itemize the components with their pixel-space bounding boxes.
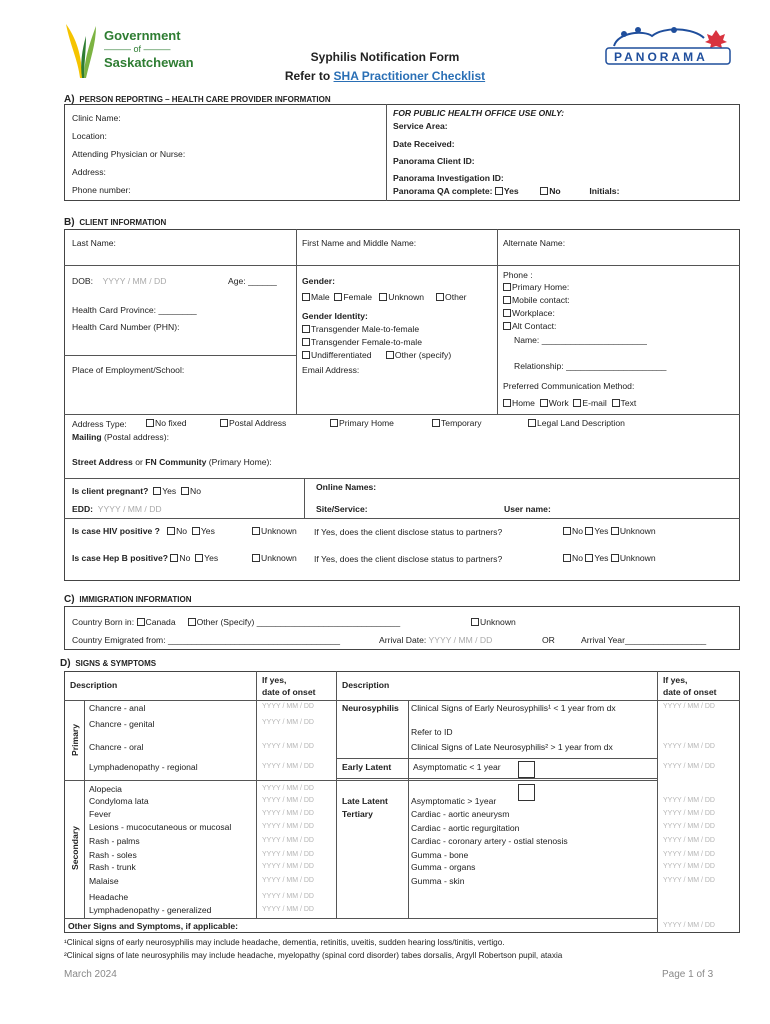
tertiary-item: Gumma - bone	[411, 850, 469, 860]
qa-complete-row: Panorama QA complete: Yes No Initials:	[393, 186, 620, 196]
trans-mf-option: Transgender Male-to-female	[302, 324, 419, 334]
symptom-item: Lymphadenopathy - generalized	[89, 905, 212, 915]
hepb-yes-checkbox[interactable]	[195, 554, 203, 562]
symptom-item: Malaise	[89, 876, 119, 886]
symptom-item: Fever	[89, 809, 111, 819]
legal-land-checkbox[interactable]	[528, 419, 536, 427]
page-number: Page 1 of 3	[662, 969, 714, 980]
onset-header-left: If yes, date of onset	[262, 675, 316, 697]
desc-header-right: Description	[342, 680, 390, 690]
arrival-year-field[interactable]: Arrival Year_________________	[581, 635, 707, 645]
trans-mf-checkbox[interactable]	[302, 325, 310, 333]
footer-date: March 2024	[64, 969, 117, 980]
onset-date-input[interactable]: YYYY / MM / DD	[663, 851, 715, 858]
comm-home-checkbox[interactable]	[503, 399, 511, 407]
symptom-item: Alopecia	[89, 784, 122, 794]
hepb-disclose-unknown-checkbox[interactable]	[611, 554, 619, 562]
addr-primary-home-checkbox[interactable]	[330, 419, 338, 427]
tertiary-item: Gumma - organs	[411, 862, 476, 872]
gov-line3: Saskatchewan	[104, 55, 194, 70]
asym-gt-item: Asymptomatic > 1year	[411, 796, 497, 806]
onset-date-input[interactable]: YYYY / MM / DD	[262, 785, 314, 792]
country-born-row: Country Born in: Canada Other (Specify) ______________________________	[72, 617, 401, 627]
location-field[interactable]: Location:	[72, 131, 107, 141]
street-address-field[interactable]: Street Address or FN Community (Primary Home):	[72, 457, 272, 467]
late-latent-label: Late Latent	[342, 796, 388, 806]
pregnant-no-checkbox[interactable]	[181, 487, 189, 495]
postal-option: Postal Address	[220, 418, 286, 428]
hepb-no-checkbox[interactable]	[170, 554, 178, 562]
section-a-heading: A) PERSON REPORTING – HEALTH CARE PROVIDER INFORMATION	[64, 94, 331, 105]
postal-checkbox[interactable]	[220, 419, 228, 427]
onset-date-input[interactable]: YYYY / MM / DD	[663, 837, 715, 844]
hepb-unknown-checkbox[interactable]	[252, 554, 260, 562]
address-type-label: Address Type:	[72, 419, 127, 429]
canada-checkbox[interactable]	[137, 618, 145, 626]
qa-yes-checkbox[interactable]	[495, 187, 503, 195]
female-checkbox[interactable]	[334, 293, 342, 301]
age-field[interactable]: Age: ______	[228, 276, 277, 286]
gov-line1: Government	[104, 28, 181, 43]
hepb-unknown-option: Unknown	[252, 553, 297, 563]
symptom-item: Chancre - anal	[89, 703, 146, 713]
footnote-1: ¹Clinical signs of early neurosyphilis may include headache, dementia, retinitis, uveitis, sudden hearing loss/tinitis, vertigo.	[64, 938, 505, 947]
temporary-option: Temporary	[432, 418, 482, 428]
page-title: Syphilis Notification Form	[310, 50, 460, 64]
hiv-disclose-options: No Yes Unknown	[563, 526, 656, 536]
hepb-disclose-yes-checkbox[interactable]	[585, 554, 593, 562]
employment-field[interactable]: Place of Employment/School:	[72, 365, 185, 375]
service-area-field[interactable]: Service Area:	[393, 121, 448, 131]
onset-date-input[interactable]: YYYY / MM / DD	[663, 823, 715, 830]
hiv-yes-checkbox[interactable]	[192, 527, 200, 535]
hiv-row: Is case HIV positive ? No Yes	[72, 526, 215, 536]
onset-date-input[interactable]: YYYY / MM / DD	[663, 922, 715, 929]
refer-id-item: Refer to ID	[411, 727, 453, 737]
username-field[interactable]: User name:	[504, 504, 551, 514]
qa-no-checkbox[interactable]	[540, 187, 548, 195]
hepb-disclose-label: If Yes, does the client disclose status to partners?	[314, 554, 503, 564]
symptom-item: Rash - palms	[89, 836, 140, 846]
address-field[interactable]: Address:	[72, 167, 106, 177]
addr-primary-home-option: Primary Home	[330, 418, 394, 428]
symptom-item: Lymphadenopathy - regional	[89, 762, 198, 772]
symptom-item: Lesions - mucocutaneous or mucosal	[89, 822, 232, 832]
online-names-field[interactable]: Online Names:	[316, 482, 377, 492]
asym-lt-item: Asymptomatic < 1 year	[413, 762, 501, 772]
neurosyphilis-label: Neurosyphilis	[342, 703, 399, 713]
gender-options: Male Female Unknown Other	[302, 292, 467, 302]
tertiary-item: Cardiac - coronary artery - ostial stenosis	[411, 836, 568, 846]
relationship-field[interactable]: Relationship: _____________________	[514, 361, 667, 371]
hiv-disclose-no-checkbox[interactable]	[563, 527, 571, 535]
hiv-disclose-unknown-checkbox[interactable]	[611, 527, 619, 535]
gender-unknown-checkbox[interactable]	[379, 293, 387, 301]
onset-header-right: If yes, date of onset	[663, 675, 717, 697]
tertiary-item: Cardiac - aortic aneurysm	[411, 809, 510, 819]
mobile-option: Mobile contact:	[503, 295, 570, 305]
section-b-heading: B) CLIENT INFORMATION	[64, 217, 167, 228]
pref-comm-label: Preferred Communication Method:	[503, 381, 635, 391]
onset-date-input[interactable]: YYYY / MM / DD	[262, 823, 314, 830]
no-fixed-checkbox[interactable]	[146, 419, 154, 427]
hiv-unknown-checkbox[interactable]	[252, 527, 260, 535]
primary-home-option: Primary Home:	[503, 282, 569, 292]
section-d-heading: D) SIGNS & SYMPTOMS	[60, 658, 157, 669]
born-unknown-option: Unknown	[471, 617, 516, 627]
checklist-link[interactable]: SHA Practitioner Checklist	[333, 69, 486, 83]
hiv-no-checkbox[interactable]	[167, 527, 175, 535]
page-subtitle: Refer to SHA Practitioner Checklist	[284, 69, 486, 83]
onset-date-input[interactable]: YYYY / MM / DD	[663, 743, 715, 750]
hiv-disclose-label: If Yes, does the client disclose status to partners?	[314, 527, 503, 537]
tertiary-item: Cardiac - aortic regurgitation	[411, 823, 520, 833]
gi-other-checkbox[interactable]	[386, 351, 394, 359]
trans-fm-option: Transgender Female-to-male	[302, 337, 422, 347]
date-received-field[interactable]: Date Received:	[393, 139, 455, 149]
onset-date-input[interactable]: YYYY / MM / DD	[262, 863, 314, 870]
born-other-checkbox[interactable]	[188, 618, 196, 626]
alt-contact-name-field[interactable]: Name: ______________________	[514, 335, 647, 345]
hepb-row: Is case Hep B positive? No Yes	[72, 553, 219, 563]
primary-home-checkbox[interactable]	[503, 283, 511, 291]
onset-date-input[interactable]: YYYY / MM / DD	[663, 863, 715, 870]
onset-date-input[interactable]: YYYY / MM / DD	[663, 763, 715, 770]
onset-date-input[interactable]: YYYY / MM / DD	[262, 877, 314, 884]
hepb-disclose-no-checkbox[interactable]	[563, 554, 571, 562]
onset-date-input[interactable]: YYYY / MM / DD	[262, 703, 314, 710]
alt-contact-option: Alt Contact:	[503, 321, 556, 331]
country-emigrated-field[interactable]: Country Emigrated from: ____________________________________	[72, 635, 341, 645]
office-use-title: FOR PUBLIC HEALTH OFFICE USE ONLY:	[393, 108, 565, 118]
onset-date-input[interactable]: YYYY / MM / DD	[262, 719, 314, 726]
hc-province-field[interactable]: Health Card Province: ________	[72, 305, 197, 315]
onset-date-input[interactable]: YYYY / MM / DD	[262, 763, 314, 770]
symptoms-table	[64, 671, 740, 933]
onset-date-input[interactable]: YYYY / MM / DD	[262, 810, 314, 817]
site-service-field[interactable]: Site/Service:	[316, 504, 368, 514]
early-latent-checkbox[interactable]	[518, 761, 535, 778]
late-latent-checkbox[interactable]	[518, 784, 535, 801]
investigation-id-field[interactable]: Panorama Investigation ID:	[393, 173, 504, 183]
symptom-item: Headache	[89, 892, 129, 902]
workplace-option: Workplace:	[503, 308, 555, 318]
client-id-field[interactable]: Panorama Client ID:	[393, 156, 475, 166]
onset-date-input[interactable]: YYYY / MM / DD	[663, 877, 715, 884]
onset-date-input[interactable]: YYYY / MM / DD	[663, 703, 715, 710]
alt-contact-checkbox[interactable]	[503, 322, 511, 330]
other-signs-field[interactable]: Other Signs and Symptoms, if applicable:	[68, 921, 238, 931]
phone-number-field[interactable]: Phone number:	[72, 185, 131, 195]
gov-line2: ——— of ———	[104, 44, 171, 54]
dob-field[interactable]: DOB: YYYY / MM / DD	[72, 276, 167, 286]
last-name-field[interactable]: Last Name:	[72, 238, 116, 248]
onset-date-input[interactable]: YYYY / MM / DD	[262, 906, 314, 913]
onset-date-input[interactable]: YYYY / MM / DD	[262, 837, 314, 844]
clinic-name-field[interactable]: Clinic Name:	[72, 113, 121, 123]
edd-field[interactable]: EDD: YYYY / MM / DD	[72, 504, 162, 514]
gender-label: Gender:	[302, 276, 335, 286]
onset-date-input[interactable]: YYYY / MM / DD	[262, 893, 314, 900]
section-c-heading: C) IMMIGRATION INFORMATION	[64, 594, 192, 605]
panorama-logo	[604, 24, 732, 68]
temporary-checkbox[interactable]	[432, 419, 440, 427]
pref-comm-options: Home Work E-mail Text	[503, 398, 636, 408]
onset-date-input[interactable]: YYYY / MM / DD	[663, 797, 715, 804]
tertiary-item: Gumma - skin	[411, 876, 465, 886]
mailing-field[interactable]: Mailing (Postal address):	[72, 432, 169, 442]
born-unknown-checkbox[interactable]	[471, 618, 479, 626]
email-address-field[interactable]: Email Address:	[302, 365, 360, 375]
neuro-early-item: Clinical Signs of Early Neurosyphilis¹ < 1 year from dx	[411, 703, 616, 713]
pregnant-yes-checkbox[interactable]	[153, 487, 161, 495]
male-checkbox[interactable]	[302, 293, 310, 301]
gender-other-checkbox[interactable]	[436, 293, 444, 301]
desc-header-left: Description	[70, 680, 118, 690]
panorama-wordmark: PANORAMA	[614, 50, 708, 64]
symptom-item: Chancre - oral	[89, 742, 144, 752]
undiff-checkbox[interactable]	[302, 351, 310, 359]
initials-field[interactable]: Initials:	[589, 186, 620, 196]
hepb-disclose-options: No Yes Unknown	[563, 553, 656, 563]
comm-email-checkbox[interactable]	[573, 399, 581, 407]
attending-field[interactable]: Attending Physician or Nurse:	[72, 149, 186, 159]
phone-label: Phone :	[503, 270, 533, 280]
mobile-checkbox[interactable]	[503, 296, 511, 304]
first-name-field[interactable]: First Name and Middle Name:	[302, 238, 417, 248]
arrival-date-field[interactable]: Arrival Date: YYYY / MM / DD	[379, 635, 493, 645]
hiv-disclose-yes-checkbox[interactable]	[585, 527, 593, 535]
undiff-option: Undifferentiated Other (specify)	[302, 350, 451, 360]
onset-date-input[interactable]: YYYY / MM / DD	[262, 743, 314, 750]
symptom-item: Rash - soles	[89, 850, 137, 860]
symptom-item: Condyloma lata	[89, 796, 149, 806]
hiv-unknown-option: Unknown	[252, 526, 297, 536]
symptom-item: Rash - trunk	[89, 862, 136, 872]
tertiary-label: Tertiary	[342, 809, 373, 819]
or-label: OR	[542, 635, 555, 645]
primary-label: Primary	[70, 723, 80, 756]
onset-date-input[interactable]: YYYY / MM / DD	[262, 797, 314, 804]
secondary-label: Secondary	[70, 826, 80, 870]
alternate-name-field[interactable]: Alternate Name:	[503, 238, 566, 248]
footnote-2: ²Clinical signs of late neurosyphilis may include headache, myelopathy (spinal cord disorder) tabes dorsalis, Argyll Robertson pupil, ataxia	[64, 951, 563, 960]
no-fixed-option: No fixed	[146, 418, 187, 428]
gender-identity-label: Gender Identity:	[302, 311, 368, 321]
onset-date-input[interactable]: YYYY / MM / DD	[663, 810, 715, 817]
trans-fm-checkbox[interactable]	[302, 338, 310, 346]
early-latent-label: Early Latent	[342, 762, 392, 772]
comm-work-checkbox[interactable]	[540, 399, 548, 407]
hc-number-field[interactable]: Health Card Number (PHN):	[72, 322, 180, 332]
symptom-item: Chancre - genital	[89, 719, 155, 729]
comm-text-checkbox[interactable]	[612, 399, 620, 407]
pregnant-row: Is client pregnant? Yes No	[72, 486, 201, 496]
workplace-checkbox[interactable]	[503, 309, 511, 317]
legal-land-option: Legal Land Description	[528, 418, 625, 428]
neuro-late-item: Clinical Signs of Late Neurosyphilis² > 1 year from dx	[411, 742, 613, 752]
onset-date-input[interactable]: YYYY / MM / DD	[262, 851, 314, 858]
